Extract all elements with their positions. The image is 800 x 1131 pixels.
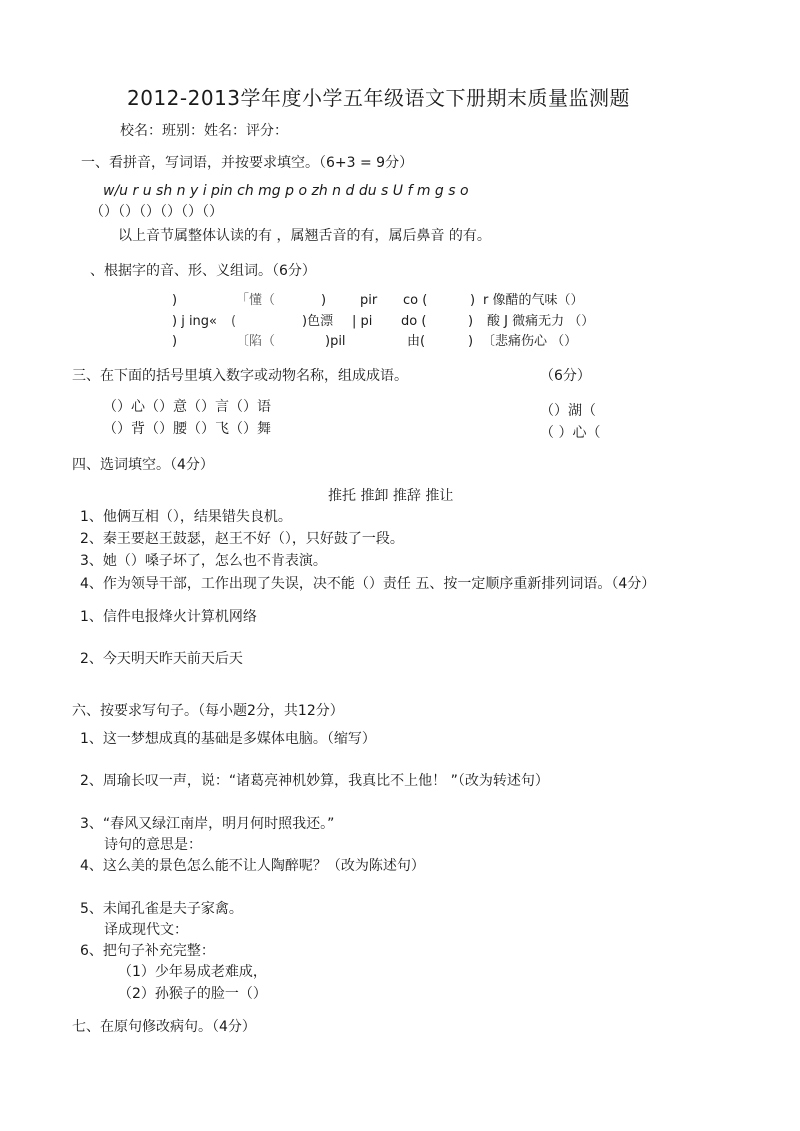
s2-r1-c1: ): [172, 293, 178, 308]
s5-item-1: 1、信件电报烽火计算机网络: [80, 609, 257, 625]
s6-q5: 5、未闻孔雀是夫子家禽。: [80, 901, 243, 917]
pinyin-line: w/u r u sh n y i pin ch mg p o zh n d du s U f m g s o: [103, 183, 469, 199]
idiom-right-1: （）湖（: [540, 403, 596, 419]
s4-item-1: 1、他俩互相（），结果错失良机。: [80, 509, 292, 525]
syllable-note: 以上音节属整体认读的有 ，属翘舌音的有，属后鼻音 的有。: [118, 228, 491, 244]
s6-q3: 3、“春风又绿江南岸，明月何时照我还。”: [80, 816, 335, 832]
s4-item-3: 3、她（）嗓子坏了，怎么也不肯表演。: [80, 553, 327, 569]
s2-r2-c6: ): [468, 314, 474, 329]
page-title: 2012-2013学年度小学五年级语文下册期末质量监测题: [127, 86, 631, 110]
s6-q5-sub: 译成现代文：: [104, 922, 188, 938]
s6-q6: 6、把句子补充完整：: [80, 943, 215, 959]
s2-r3-c6: 〔悲痛伤心 （）: [482, 334, 578, 349]
s2-r1-c3: ): [321, 293, 327, 308]
s2-r2-c7: 酸 J 微痛无力 （）: [487, 314, 595, 329]
s6-q2: 2、周瑜长叹一声，说：“诸葛亮神机妙算，我真比不上他！ ”（改为转述句）: [80, 773, 549, 789]
s2-r3-c3: )pil: [325, 334, 346, 349]
section-6-heading: 六、按要求写句子。（每小题2分，共12分）: [72, 703, 344, 719]
s2-r1-c7: r 像醋的气味（）: [483, 293, 584, 308]
idiom-right-2: （ ）心（: [540, 425, 601, 441]
s2-r2-c1: ) j ing«: [172, 314, 218, 329]
s2-r2-c3: )色漂: [302, 314, 334, 329]
section-3-points: （6分）: [540, 368, 591, 384]
s2-r3-c4: 由(: [407, 334, 426, 349]
section-7-heading: 七、在原句修改病句。（4分）: [72, 1019, 256, 1035]
s2-r3-c5: ): [468, 334, 474, 349]
s5-item-2: 2、今天明天昨天前天后天: [80, 651, 243, 667]
s4-item-2: 2、秦王要赵王鼓瑟，赵王不好（），只好鼓了一段。: [80, 531, 404, 547]
idiom-row-1: （）心（）意（）言（）语: [103, 399, 271, 415]
s2-r2-c2: (: [231, 314, 237, 329]
s2-r3-c2: 〔陷（: [236, 334, 276, 349]
word-options: 推托 推卸 推辞 推让: [328, 488, 454, 504]
s6-q3-sub: 诗句的意思是：: [104, 837, 202, 853]
idiom-row-2: （）背（）腰（）飞（）舞: [103, 421, 271, 437]
s4-item-4: 4、作为领导干部，工作出现了失误，决不能（）责任 五、按一定顺序重新排列词语。（4分）: [80, 576, 656, 592]
s2-r1-c6: ): [470, 293, 476, 308]
s2-r1-c2: 「懂（: [236, 293, 276, 308]
s2-r3-c1: ): [172, 334, 178, 349]
s6-q6-a: （1）少年易成老难成，: [118, 964, 267, 980]
pinyin-blanks: （）（）（）（）（）（）: [90, 204, 223, 220]
section-2-heading: 、根据字的音、形、义组词。（6分）: [90, 263, 316, 279]
section-4-heading: 四、选词填空。（4分）: [72, 457, 214, 473]
s2-r1-c5: co (: [403, 293, 428, 308]
section-1-heading: 一、看拼音，写词语，并按要求填空。（6+3 = 9分）: [81, 155, 414, 171]
header-info: 校名：班别：姓名：评分：: [120, 123, 288, 139]
s2-r1-c4: pir: [360, 293, 378, 308]
s2-r2-c5: do (: [401, 314, 427, 329]
s6-q4: 4、这么美的景色怎么能不让人陶醉呢？（改为陈述句）: [80, 858, 425, 874]
s2-r2-c4: | pi: [352, 314, 373, 329]
s6-q6-b: （2）孙猴子的脸一（）: [118, 986, 267, 1002]
section-3-heading: 三、在下面的括号里填入数字或动物名称，组成成语。: [72, 368, 408, 384]
s6-q1: 1、这一梦想成真的基础是多媒体电脑。（缩写）: [80, 731, 376, 747]
